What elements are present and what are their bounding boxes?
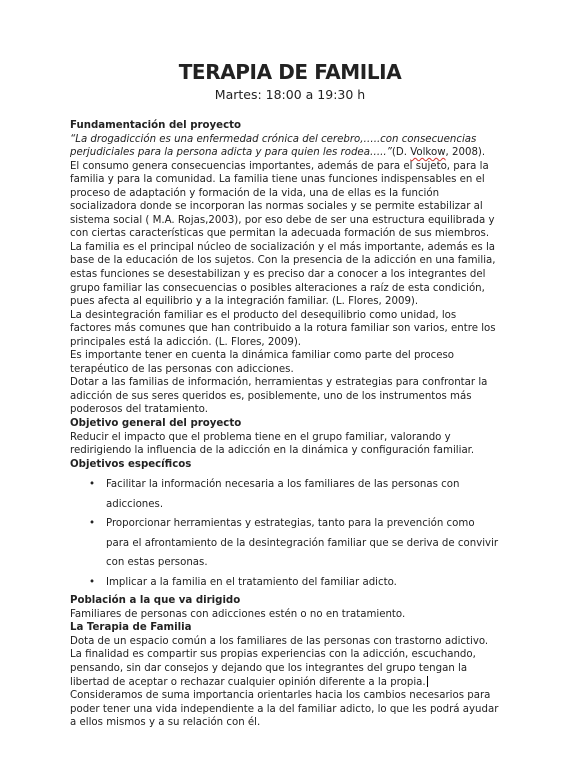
- quote-cite-pre: (D.: [391, 147, 411, 159]
- document-body[interactable]: [70, 119, 500, 730]
- fundamentacion-paragraph-4: Dotar a las familias de información, herramientas y estrategias para confrontar la adicción de sus seres queridos es, posiblemente, uno de los instrumentos más poderosos del tratamiento.: [70, 377, 488, 416]
- poblacion-heading: Población a la que va dirigido: [70, 595, 241, 607]
- quote-text: “La drogadicción es una enfermedad crónica del cerebro,…..con consecuencias perjudiciales para la persona adicta y para quien les rodea…..”: [70, 133, 477, 159]
- schedule-subtitle: Martes: 18:00 a 19:30 h: [214, 87, 366, 102]
- objetivos-list: [70, 471, 500, 594]
- fundamentacion-heading: Fundamentación del proyecto: [70, 120, 241, 131]
- fundamentacion-paragraph-1: El consumo genera consecuencias importantes, además de para el sujeto, para la familia y para la comunidad. La familia tiene unas funciones indispensables en el proceso de adaptación y formación de la vida, una de ellas es la función socializadora donde se incorporan las normas sociales y se permite estabilizar al sistema social ( M.A. Rojas,2003), por eso debe de ser una estructura equilibrada y con ciertas características que permitan la adecuada formación de sus miembros. La familia es el principal núcleo de socialización y el más importante, además es la base de la educación de los sujetos. Con la presencia de la adicción en una familia, estas funciones se desestabilizan y es preciso dar a conocer a los integrantes del grupo familiar las consecuencias o posibles alteraciones a raíz de esta condición, pues afecta al equilibrio y a la integración familiar. (L. Flores, 2009).: [70, 160, 496, 308]
- fundamentacion-paragraph-3: Es importante tener en cuenta la dinámica familiar como parte del proceso terapéutico de las personas con adicciones.: [70, 350, 455, 375]
- terapia-paragraph-2-text: La finalidad es compartir sus propias experiencias con la adicción, escuchando, pensando, sin dar consejos y dejando que los integrantes del grupo tengan la libertad de aceptar o rechazar cualquier opinión diferente a la propia.: [70, 649, 476, 688]
- quote-paragraph: [70, 133, 500, 160]
- terapia-heading: La Terapia de Familia: [70, 622, 192, 634]
- document-title: TERAPIA DE FAMILIA: [178, 60, 402, 84]
- list-item: • Proporcionar herramientas y estrategias, tanto para la prevención como para el afrontamiento de la desintegración familiar que se deriva de convivir con estas personas.: [70, 514, 500, 573]
- objetivos-especificos-heading: Objetivos específicos: [70, 458, 192, 470]
- terapia-paragraph-2: [70, 648, 500, 689]
- terapia-paragraph-3: Consideramos de suma importancia orientarles hacia los cambios necesarios para poder tener una vida independiente a la del familiar adicto, lo que les podrá ayudar a ellos mismos y a su relación con él.: [70, 690, 499, 729]
- list-item: • Implicar a la familia en el tratamiento del familiar adicto.: [70, 573, 500, 593]
- list-item: • Facilitar la información necesaria a los familiares de las personas con adicciones.: [70, 475, 500, 514]
- objetivo-general-text: Reducir el impacto que el problema tiene en el grupo familiar, valorando y redirigiendo la influencia de la adicción en la dinámica y configuración familiar.: [70, 431, 475, 457]
- terapia-paragraph-1: Dota de un espacio común a los familiares de las personas con trastorno adictivo.: [70, 635, 489, 647]
- quote-cite-post: , 2008).: [445, 147, 486, 159]
- text-cursor: [427, 676, 428, 687]
- quote-cite-author: Volkow: [410, 147, 446, 159]
- poblacion-text: Familiares de personas con adicciones estén o no en tratamiento.: [70, 608, 406, 620]
- objetivo-general-heading: Objetivo general del proyecto: [70, 418, 242, 430]
- fundamentacion-paragraph-2: La desintegración familiar es el producto del desequilibrio como unidad, los factores más comunes que han contribuido a la rotura familiar son varios, entre los principales está la adicción. (L. Flores, 2009).: [70, 309, 496, 348]
